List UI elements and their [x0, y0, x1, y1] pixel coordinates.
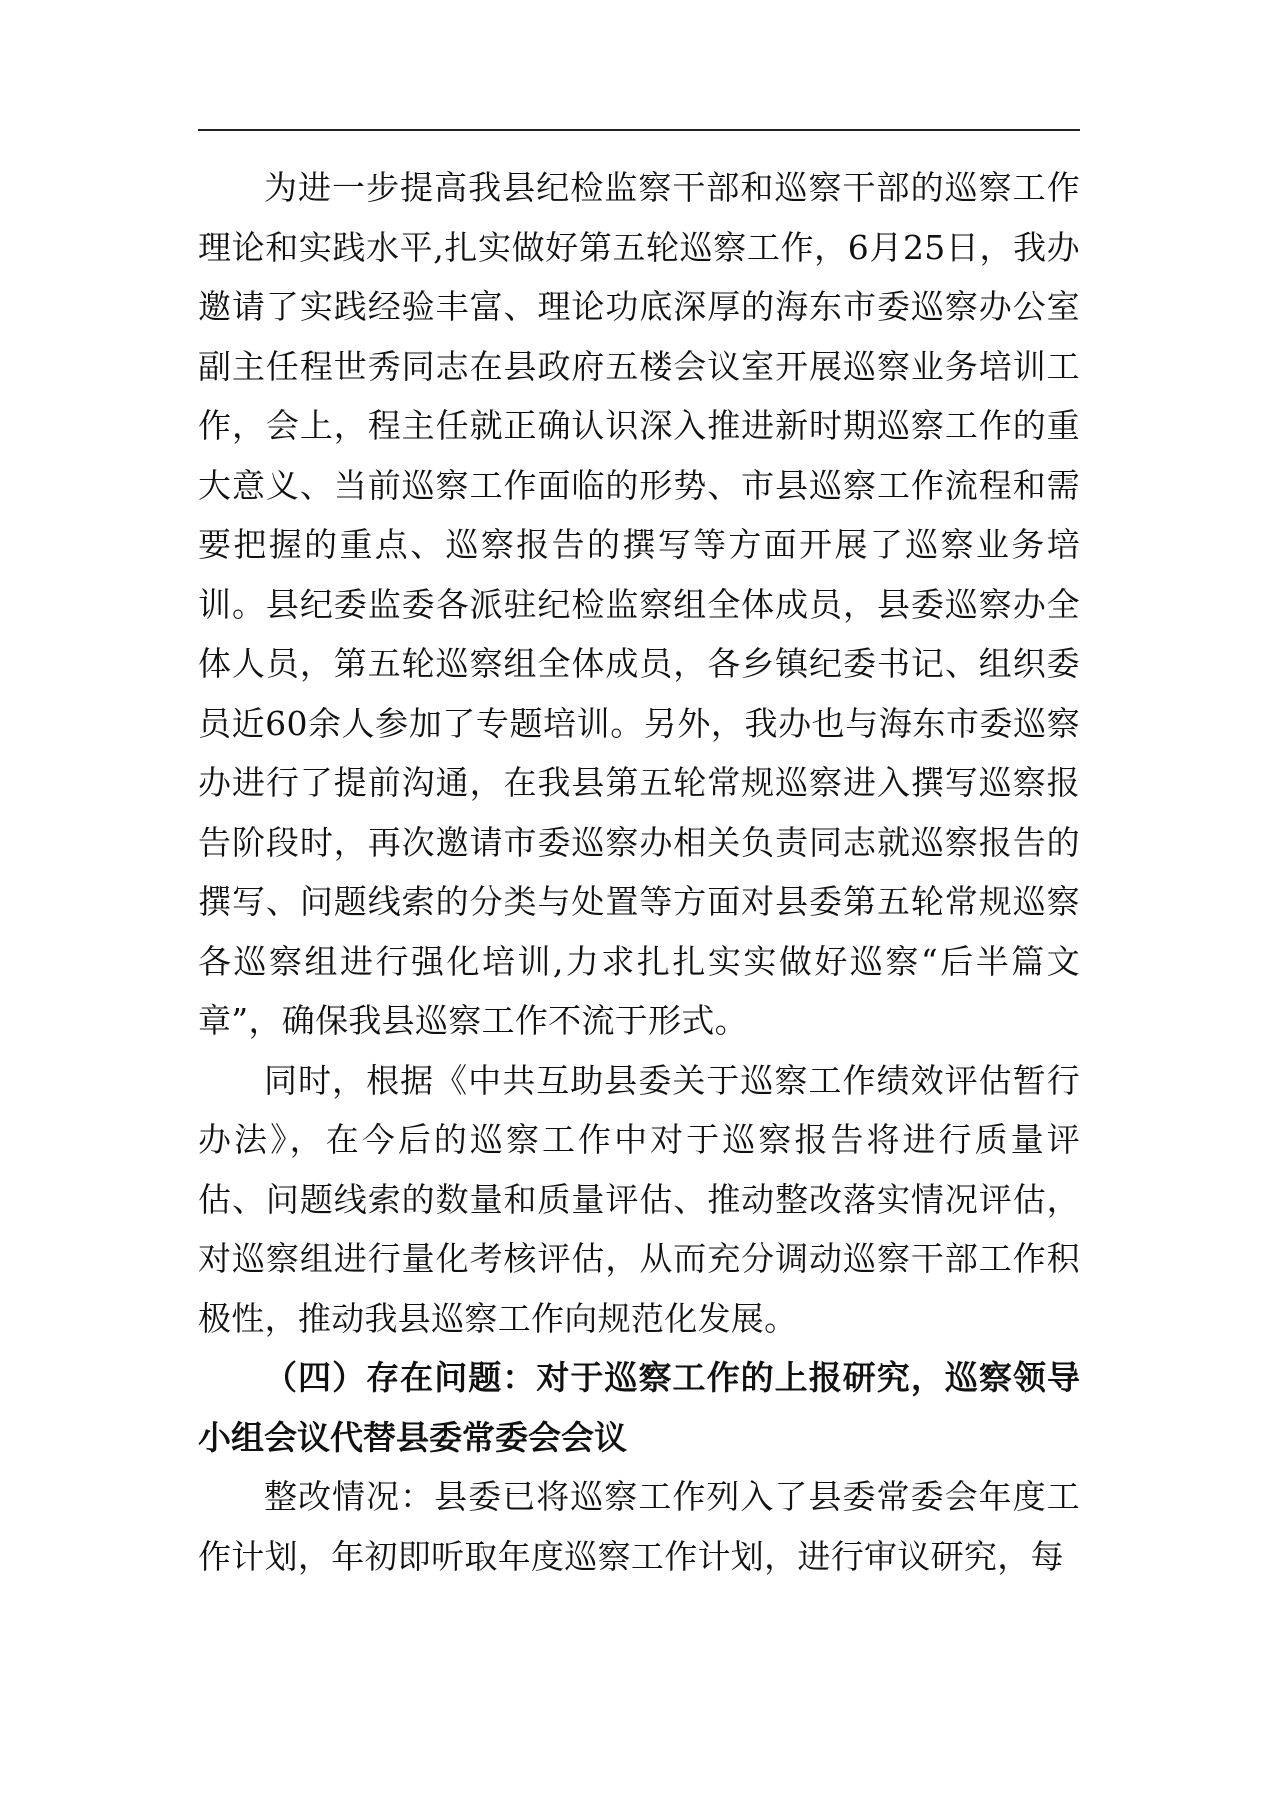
document-body [198, 158, 1080, 1586]
section-heading-issue-4: （四）存在问题：对于巡察工作的上报研究，巡察领导小组会议代替县委常委会会议 [198, 1358, 1080, 1457]
paragraph-training: 为进一步提高我县纪检监察干部和巡察干部的巡察工作理论和实践水平,扎实做好第五轮巡察工作，6月25日，我办邀请了实践经验丰富、理论功底深厚的海东市委巡察办公室副主任程世秀同志在县政府五楼会议室开展巡察业务培训工作，会上，程主任就正确认识深入推进新时期巡察工作的重大意义、当前巡察工作面临的形势、市县巡察工作流程和需要把握的重点、巡察报告的撰写等方面开展了巡察业务培训。县纪委监委各派驻纪检监察组全体成员，县委巡察办全体人员，第五轮巡察组全体成员，各乡镇纪委书记、组织委员近60余人参加了专题培训。另外，我办也与海东市委巡察办进行了提前沟通，在我县第五轮常规巡察进入撰写巡察报告阶段时，再次邀请市委巡察办相关负责同志就巡察报告的撰写、问题线索的分类与处置等方面对县委第五轮常规巡察各巡察组进行强化培训,力求扎扎实实做好巡察“后半篇文章”，确保我县巡察工作不流于形式。 [198, 168, 1080, 1040]
paragraph-evaluation: 同时，根据《中共互助县委关于巡察工作绩效评估暂行办法》，在今后的巡察工作中对于巡察报告将进行质量评估、问题线索的数量和质量评估、推动整改落实情况评估，对巡察组进行量化考核评估，从而充分调动巡察干部工作积极性，推动我县巡察工作向规范化发展。 [198, 1060, 1080, 1338]
header-rule [198, 129, 1080, 131]
paragraph-rectification: 整改情况：县委已将巡察工作列入了县委常委会年度工作计划，年初即听取年度巡察工作计划，进行审议研究，每 [198, 1477, 1080, 1576]
